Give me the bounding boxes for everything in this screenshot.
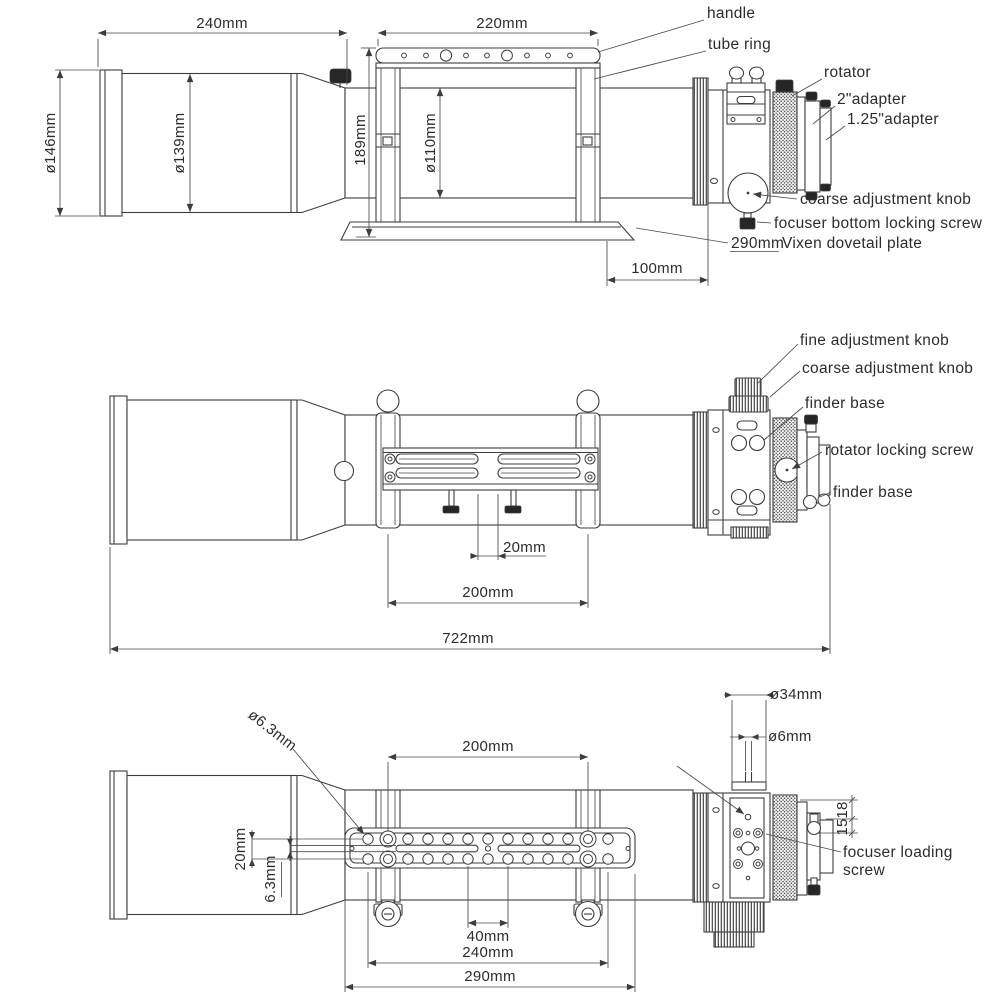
dim-label: ø110mm — [422, 113, 439, 173]
rotator-ring — [773, 795, 797, 900]
handle — [376, 48, 600, 68]
finder-base-top-label: finder base — [805, 395, 885, 412]
finder-base — [727, 67, 765, 124]
finder-base-bottom-label: finder base — [833, 484, 913, 501]
adapters — [797, 415, 830, 510]
rotator-label: rotator — [824, 64, 871, 81]
rotator-locking-screw — [775, 458, 799, 482]
dim-200mm — [388, 534, 588, 608]
drawtube-clamp-ring — [693, 793, 708, 902]
drawtube-clamp-ring — [693, 412, 708, 528]
coarse-adjustment-knob — [729, 396, 768, 412]
drawtube-clamp-ring — [693, 78, 708, 205]
rotator-locking-screw-label: rotator locking screw — [825, 442, 974, 459]
dim-pin-diameter — [730, 728, 812, 771]
label-line1: focuser loading — [843, 844, 953, 861]
dim-label: 15 — [834, 818, 851, 836]
bottom-view — [110, 686, 953, 992]
focuser-bottom-locking-screw — [740, 213, 755, 229]
dim-label: ø146mm — [42, 112, 59, 174]
dovetail-plate-name-label: Vixen dovetail plate — [782, 235, 923, 252]
label-line2: screw — [843, 862, 885, 879]
dim-146mm — [42, 70, 99, 216]
dim-label: ø139mm — [171, 112, 188, 174]
dim-label: 20mm — [503, 539, 546, 556]
dovetail-plate-length-label: 290mm — [731, 235, 785, 252]
dew-shield — [100, 70, 345, 216]
dim-label: 20mm — [232, 827, 249, 871]
dim-label: 722mm — [442, 630, 494, 647]
dew-shield — [110, 396, 345, 544]
dim-label: 200mm — [462, 584, 514, 601]
focuser-bottom-locking-screw-label: focuser bottom locking screw — [774, 215, 983, 232]
dim-label: 100mm — [631, 260, 683, 277]
dim-label: 240mm — [462, 944, 514, 961]
dim-220mm — [378, 15, 598, 46]
tube-ring-label: tube ring — [708, 36, 772, 53]
coarse-adjustment-knob-label: coarse adjustment knob — [802, 360, 974, 377]
adapter-2in-label: 2"adapter — [837, 91, 907, 108]
dim-label: 40mm — [466, 928, 510, 945]
ring-clamp-knob — [574, 900, 602, 927]
tube-ring-front — [376, 68, 400, 222]
top-view — [42, 5, 983, 286]
dim-label: 200mm — [462, 738, 514, 755]
ring-knob-rear — [577, 390, 599, 412]
focuser-base-plate — [730, 798, 764, 898]
ring-clamp-knob — [374, 900, 402, 927]
ring-knob-front — [377, 390, 399, 412]
dovetail-plate-bottom — [345, 828, 635, 868]
focuser — [693, 772, 833, 947]
handle-label: handle — [707, 5, 756, 22]
focuser-knob-below — [704, 902, 764, 932]
dim-label: ø6mm — [768, 728, 812, 745]
side-view — [110, 332, 974, 654]
dim-label: 290mm — [464, 968, 516, 985]
fine-adjustment-knob — [735, 378, 761, 396]
dovetail-plate — [341, 222, 634, 240]
coarse-adjustment-knob — [728, 173, 768, 213]
fine-adjustment-knob-label: fine adjustment knob — [800, 332, 950, 349]
dim-label: ø34mm — [770, 686, 823, 703]
dim-label: 240mm — [196, 15, 248, 32]
dim-label: ø6.3mm — [244, 706, 300, 755]
dim-label: 220mm — [476, 15, 528, 32]
tube-ring-rear — [576, 68, 600, 222]
rotator-ring — [773, 80, 797, 193]
dim-100mm — [607, 206, 708, 286]
dim-label: 189mm — [352, 114, 369, 166]
adapter-125in-label: 1.25"adapter — [847, 111, 939, 128]
dim-label: 6.3mm — [262, 855, 279, 903]
dim-label: 18 — [834, 801, 851, 819]
dew-shield-locking-screw — [335, 462, 354, 481]
coarse-adjustment-knob-label: coarse adjustment knob — [800, 191, 972, 208]
adapters — [797, 92, 831, 200]
